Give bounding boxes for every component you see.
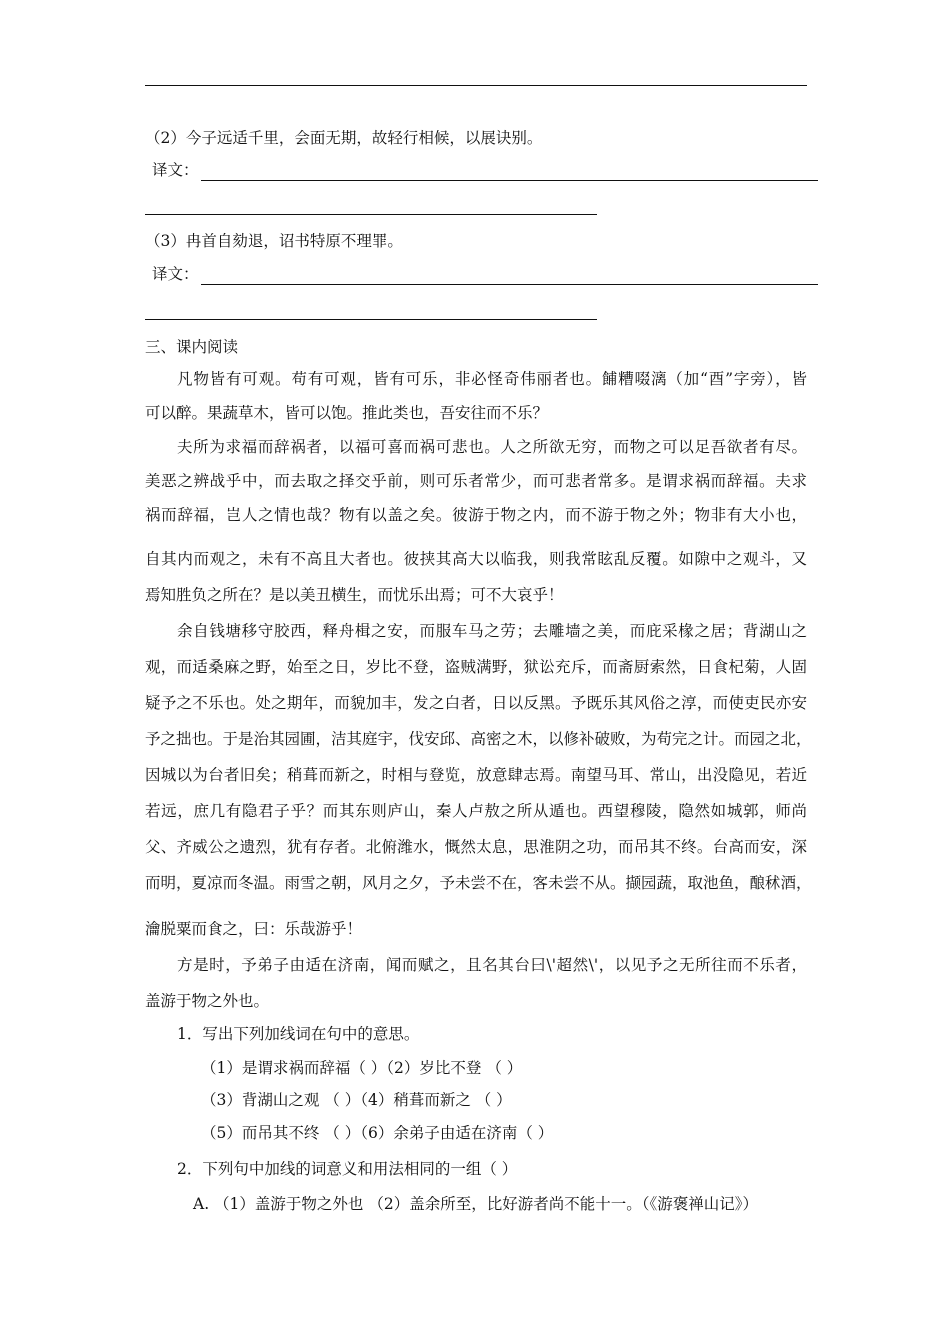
question-1-item-row: （3）背湖山之观 （ ）（4）稍葺而新之 （ ） <box>201 1091 512 1109</box>
q2-translation-label: 译文： <box>152 161 199 179</box>
passage-line: 夫所为求福而辞祸者，以福可喜而祸可悲也。人之所欲无穷，而物之可以足吾欲者有尽。 <box>177 438 807 456</box>
q2-translation-line[interactable] <box>201 164 818 181</box>
q2-translation-line-2[interactable] <box>145 214 597 215</box>
passage-line: 观，而适桑麻之野，始至之日，岁比不登，盗贼满野，狱讼充斥，而斋厨索然，日食杞菊，人固 <box>145 658 807 676</box>
passage-line: 焉知胜负之所在？是以美丑横生，而忧乐出焉；可不大哀乎！ <box>145 586 564 604</box>
question-2-option-a: A. （1）盖游于物之外也 （2）盖余所至，比好游者尚不能十一。（《游褒禅山记》） <box>193 1195 758 1213</box>
passage-line: 瀹脱粟而食之，曰：乐哉游乎！ <box>145 920 363 938</box>
question-2-prompt: 2．下列句中加线的词意义和用法相同的一组（ ） <box>177 1160 518 1178</box>
passage-line: 疑予之不乐也。处之期年，而貌加丰，发之白者，日以反黑。予既乐其风俗之淳，而使吏民亦安 <box>145 694 807 712</box>
section-heading: 三、课内阅读 <box>145 338 239 356</box>
passage-line: 因城以为台者旧矣；稍葺而新之，时相与登览，放意肆志焉。南望马耳、常山，出没隐见，若近 <box>145 766 807 784</box>
q3-translation-line[interactable] <box>201 268 818 285</box>
passage-line: 予之拙也。于是治其园圃，洁其庭宇，伐安邱、高密之木，以修补破败，为苟完之计。而园之北， <box>145 730 812 748</box>
passage-line: 余自钱塘移守胶西，释舟楫之安，而服车马之劳；去雕墙之美，而庇采椽之居；背湖山之 <box>177 622 807 640</box>
passage-line: 美恶之辨战乎中，而去取之择交乎前，则可乐者常少，而可悲者常多。是谓求祸而辞福。夫求 <box>145 472 807 490</box>
passage-line: 若远，庶几有隐君子乎？而其东则庐山，秦人卢敖之所从遁也。西望穆陵，隐然如城郭，师尚 <box>145 802 807 820</box>
passage-line: 可以醉。果蔬草木，皆可以饱。推此类也，吾安往而不乐？ <box>145 404 549 422</box>
passage-line: 方是时，予弟子由适在济南，闻而赋之，且名其台曰\'超然\'，以见予之无所往而不乐者， <box>177 956 807 974</box>
q3-sentence: （3）冉首自劾退，诏书特原不理罪。 <box>145 232 403 250</box>
q3-translation-label: 译文： <box>152 265 199 283</box>
passage-line: 而明，夏凉而冬温。雨雪之朝，风月之夕，予未尝不在，客未尝不从。撷园蔬，取池鱼，酿秫酒， <box>145 874 812 892</box>
passage-line: 盖游于物之外也。 <box>145 992 270 1010</box>
q3-translation-line-2[interactable] <box>145 319 597 320</box>
question-1-prompt: 1．写出下列加线词在句中的意思。 <box>177 1025 420 1043</box>
passage-line: 凡物皆有可观。苟有可观，皆有可乐，非必怪奇伟丽者也。餔糟啜漓（加“酉”字旁），皆 <box>177 370 807 388</box>
question-1-item-row: （5）而吊其不终 （ ）（6）余弟子由适在济南（ ） <box>201 1124 554 1142</box>
answer-line-top <box>145 85 807 86</box>
q3-translation-row <box>152 263 818 285</box>
q2-translation-row <box>152 159 818 181</box>
passage-line: 祸而辞福，岂人之情也哉？物有以盖之矣。彼游于物之内，而不游于物之外；物非有大小也， <box>145 506 807 524</box>
question-1-item-row: （1）是谓求祸而辞福（ ）（2）岁比不登 （ ） <box>201 1059 523 1077</box>
passage-line: 父、齐威公之遗烈，犹有存者。北俯潍水，慨然太息，思淮阴之功，而吊其不终。台高而安，深 <box>145 838 807 856</box>
passage-line: 自其内而观之，未有不高且大者也。彼挟其高大以临我，则我常眩乱反覆。如隙中之观斗，又 <box>145 550 807 568</box>
q2-sentence: （2）今子远适千里，会面无期，故轻行相候，以展诀别。 <box>145 129 543 147</box>
